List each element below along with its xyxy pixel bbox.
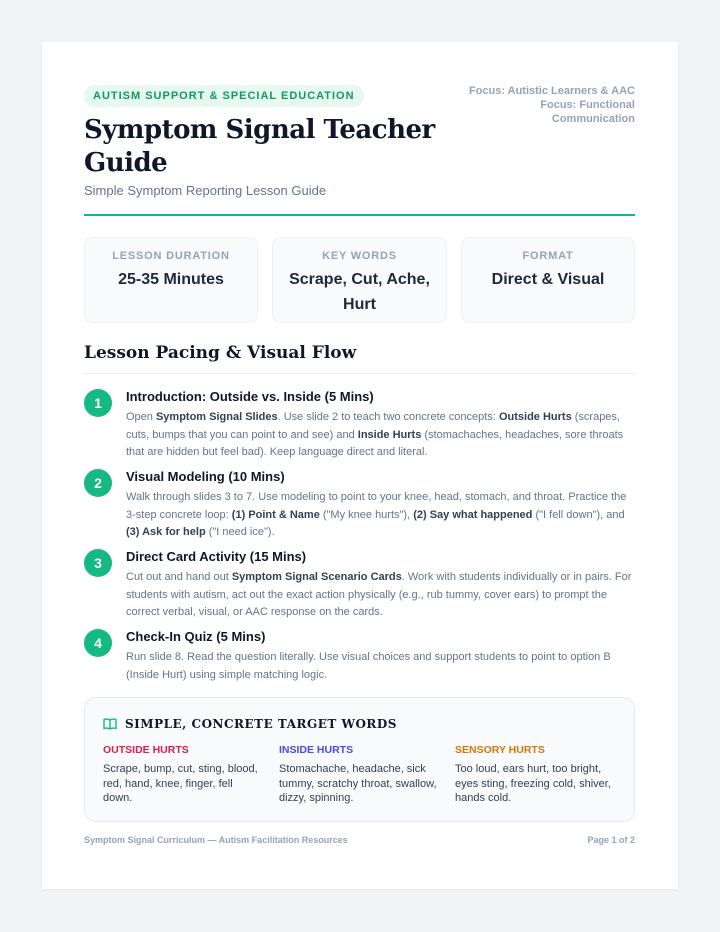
book-icon xyxy=(103,718,117,730)
word-column-outside xyxy=(103,744,265,806)
step-emphasis: Outside Hurts xyxy=(498,411,572,423)
step-number-badge: 4 xyxy=(84,629,112,657)
step-emphasis: (3) Ask for help xyxy=(126,526,206,538)
stat-label: FORMAT xyxy=(522,250,574,262)
step-number-badge: 3 xyxy=(84,549,112,577)
page-number: Page 1 of 2 xyxy=(587,835,635,845)
focus-notes xyxy=(455,84,635,126)
target-words-heading xyxy=(103,717,397,731)
step-description: Walk through slides 3 to 7. Use modeling to point to your knee, head, stomach, and throat. Practice the 3-step concrete loop: (1) Point & Name ("My knee hurts"), (2) Say what happened ("I fell down"), and (3) Ask for help ("I need ice"). xyxy=(126,491,627,538)
step-title: Direct Card Activity (15 Mins) xyxy=(126,549,307,564)
step-emphasis: (2) Say what happened xyxy=(413,508,533,521)
step-emphasis: Inside Hurts xyxy=(357,428,422,441)
step-description: Open Symptom Signal Slides. Use slide 2 to teach two concrete concepts: Outside Hurts (scrapes, cuts, bumps that you can point to and see) and Inside Hurts (stomachaches, headaches, sore throats that are hidden but feel bad). Keep language direct and literal. xyxy=(126,411,624,458)
word-column-sensory xyxy=(455,744,617,806)
stat-label: LESSON DURATION xyxy=(112,250,230,262)
stat-value: Direct & Visual xyxy=(491,271,605,288)
stat-value: Scrape, Cut, Ache, Hurt xyxy=(289,271,430,313)
document-page xyxy=(42,42,678,889)
category-label: OUTSIDE HURTS xyxy=(103,744,189,756)
footer-source: Symptom Signal Curriculum — Autism Facilitation Resources xyxy=(84,835,348,845)
focus-line-2: Focus: Functional Communication xyxy=(540,99,635,125)
stat-cards xyxy=(84,237,635,323)
stat-card-format xyxy=(461,237,635,323)
category-words: Too loud, ears hurt, too bright, eyes sting, freezing cold, shiver, hands cold. xyxy=(455,763,611,804)
focus-line-1: Focus: Autistic Learners & AAC xyxy=(468,85,635,97)
step-number-badge: 2 xyxy=(84,469,112,497)
step-description: Cut out and hand out Symptom Signal Scenario Cards. Work with students individually or in pairs. For students with autism, act out the exact action physically (e.g., rub tummy, cover ears) to prompt the correct verbal, visual, or AAC response on the cards. xyxy=(126,571,632,618)
stat-card-key-words xyxy=(272,237,447,323)
category-words: Stomachache, headache, sick tummy, scratchy throat, swallow, dizzy, spinning. xyxy=(279,763,437,804)
page-subtitle: Simple Symptom Reporting Lesson Guide xyxy=(84,183,327,198)
category-words: Scrape, bump, cut, sting, blood, red, hand, knee, finger, fell down. xyxy=(103,763,258,804)
target-words-box xyxy=(84,697,635,822)
category-badge: AUTISM SUPPORT & SPECIAL EDUCATION xyxy=(84,85,364,107)
category-label: SENSORY HURTS xyxy=(455,744,545,756)
stat-label: KEY WORDS xyxy=(322,250,397,262)
step-title: Introduction: Outside vs. Inside (5 Mins) xyxy=(126,389,374,404)
page-title: Symptom Signal Teacher Guide xyxy=(84,115,435,178)
step-number-badge: 1 xyxy=(84,389,112,417)
category-label: INSIDE HURTS xyxy=(279,744,354,756)
step-title: Check-In Quiz (5 Mins) xyxy=(126,629,266,644)
page-footer xyxy=(84,835,635,845)
section-title: Lesson Pacing & Visual Flow xyxy=(84,343,357,363)
section-divider xyxy=(84,373,635,374)
word-column-inside xyxy=(279,744,441,806)
step-emphasis: Symptom Signal Scenario Cards xyxy=(231,571,402,583)
header-divider xyxy=(84,214,635,216)
step-title: Visual Modeling (10 Mins) xyxy=(126,469,285,484)
stat-card-duration xyxy=(84,237,258,323)
page-content xyxy=(84,42,635,889)
stat-value: 25-35 Minutes xyxy=(118,271,224,288)
target-words-title: SIMPLE, CONCRETE TARGET WORDS xyxy=(125,717,397,731)
step-description: Run slide 8. Read the question literally. Use visual choices and support students to point to option B (Inside Hurt) using simple matching logic. xyxy=(126,651,611,681)
step-emphasis: Symptom Signal Slides xyxy=(155,411,278,423)
step-emphasis: (1) Point & Name xyxy=(231,508,320,521)
